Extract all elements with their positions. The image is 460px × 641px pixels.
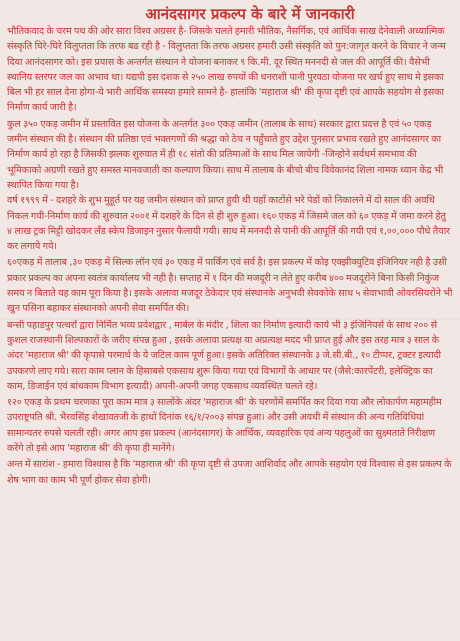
paragraph-workforce: ६०एकड़ में तालाब ,३० एकड़ में सिल्क लॉन एवं ३० एकड़ में पार्किंग एवं सर्व है। इस प्रकल्प में कोइ एक्झीक्युटिव इंजिनियर नही है उसी प्रकार प्रकल्प का अपना स्वतंत्र कार्यालय भी नही है। सप्ताह में १ दिन की मजदूरी न लेते हुए करीब ४०० मजदूरोंने बिना किसी निकुंज समय न बिताते यह काम पूरा किया है। इसके अलावा मजदूर ठेकेदार एवं संस्थानके अनुभवी सेवकोके साथ ५ सेवाभावी ओवरसियरोंने भी खुन पसिना बहाकर संस्थानको अपनी सेवा समर्पित की। <box>7 257 453 315</box>
paragraph-intro: भौतिकवाद के चरम पथ की ओर सारा विश्व अग्रसर है- जिसके चलते हमारी भौतिक, नैसर्गिक, एवं आर्थिक साख देनेवाली अध्यात्मिक संस्कृति घिरे-घिरे विलुप्तता कि तरफ बढ रही है - विलुप्तता कि तरफ अग्रसर हमारी उसी संस्कृति को पुन:जागृत करने के विचार ने जन्म दिया आनंदसागर को। इस प्रयास के अन्तर्गत संस्थान ने योजना बनाकर ९ कि.मी. दूर स्थित मननदी से जल की आपूर्ति की। वैसेभी स्थानिय स्तरपर जल का अभाव था। यद्यपी इस दशक से २५० लाख रुपयों की धनराशी पानी पुरवठा योजना पर खर्च हुए साथ मे इसका बिल भी हर साल देना होगा-ये भारी आर्थिक समस्या हमारे सामने है- हालांकि 'महाराज श्री' की कृपा दृष्टी एवं आपके सहयोग से इसका निर्माण कार्य जारी है। <box>7 26 446 114</box>
paragraph-construction: बन्सी पहाडपुर पत्थरों द्वारा निर्मित भव्य प्रवेशद्वार , मार्बल के मंदीर , शिला का निर्माण इत्यादी कार्य भी ३ इंजिनियर्स के साथ २०० से कुशल राजस्थानी शिल्पकारों के जरीए संपन्न हुआ , इसके अलावा प्रत्यक्ष या अप्रत्यक्ष मदद भी प्राप्त हुई और इस तरह मात्र ३ साल के अंदर 'महाराज श्री' की कृपासे परमार्थ के ये जटिल काम पूर्ण हुआ। इसके अतिरिक्त संस्थानके ३ जे.सी.बी., १० टीप्पर, ट्रक्टर इत्यादी उपकरणे लाए गये। सारा काम प्लान के हिसाबसे एकसाथ शुरू किया गया एवं विभागों के आधार पर (जैसे:कारपेंटरी, इलेक्ट्रिक का काम, डिजाईन एवं बांधकाम विभाग इत्यादी) अपनी-अपनी जगह एकसाथ व्यवस्थित चलते रहे। <box>7 319 441 392</box>
paragraph-land: कुल ३५० एकड़ जमीन में प्रस्तावित इस योजना के अन्तर्गत ३०० एकड़ जमीन (तालाब के साथ) सरकार द्वारा प्रदत्त है एवं ५० एकड़ जमीन संस्थान की है। संस्थान की प्रतिष्ठा एवं भक्तगणों की श्रद्धा को ठेच न पहुँचाते हुए उद्देश पुनसार प्रभाव रखते हुए आनंदसागर का निर्माण कार्य हो रहा है जिसकी झलक शुरुवात में ही १८ संतो की प्रतिमाओं के साथ मिल जायेगी -जिन्होने सर्वधर्म समभाव की भूमिकाको अग्रणी रखते हुए समस्त मानवजाती का कल्याण किया। साथ में तालाब के बीचो बीच विवेकानंद शिला नामक ध्यान केंद्र भी स्थापित किया गया है। <box>7 118 444 191</box>
paragraph-inauguration: १२० एकड़ के प्रथम चरणका पूरा काम मात्र ३ सालोंके अंदर 'महाराज श्री' के चरणोंमें समर्पित कर दिया गया और लोकार्पण महामहीम उपराष्ट्रपति श्री. भैरवसिंह शेखावतजी के हाथों दिनांक १६/१/२००३ संपन्न हुआ। और उसी अवधी में संस्थान की अन्य गतिविधियां सामान्यतर रुपसे चलती रही। अगर आप इस प्रकल्प (आनंदसागर) के आर्थिक, व्यवहारिक एवं अन्य पहलुओं का सुक्ष्मताते निरीक्षण करेंगे तो इसे आप 'महाराज श्री' की कृपा ही मानेंगे। <box>7 397 442 455</box>
document-title: आनंदसागर प्रकल्प के बारे में जानकारी <box>145 5 355 23</box>
paper-fold-line <box>0 318 460 320</box>
paragraph-year-1999: वर्ष १९९९ में - दशहरे के शुभ मुहूर्त पर यह जमीन संस्थान को प्राप्त हुयी थी यहाँ काटोंसे भरे पेडों को निकालने में दो साल की अवधि निकल गयी-निर्माण कार्य की शुरुवात २००१ में दशहरे के दिन से ही शुरु हुआ। १६० एकड़ में जिसमे जल को ६० एकड़ में जमा करने हेतु ४ लाख ट्रक मिट्टी खोदकर लँड स्केप डिजाइन नुसार फैलायी गयी। साथ में मननदी से पानी की आपूर्ति की गयी एवं १,००,००० पौधे तैयार कर लगाये गये। <box>7 195 450 253</box>
paragraph-summary: अन्त में सारांश - हमारा विश्वास है कि 'महाराज श्री' की कृपा दृष्टी से उपजा आशिर्वाद और आपके सहयोग एवं विश्वास से इस प्रकल्प के शेष भाग का काम भी पूर्ण होकर सेवा होगी। <box>7 459 452 486</box>
